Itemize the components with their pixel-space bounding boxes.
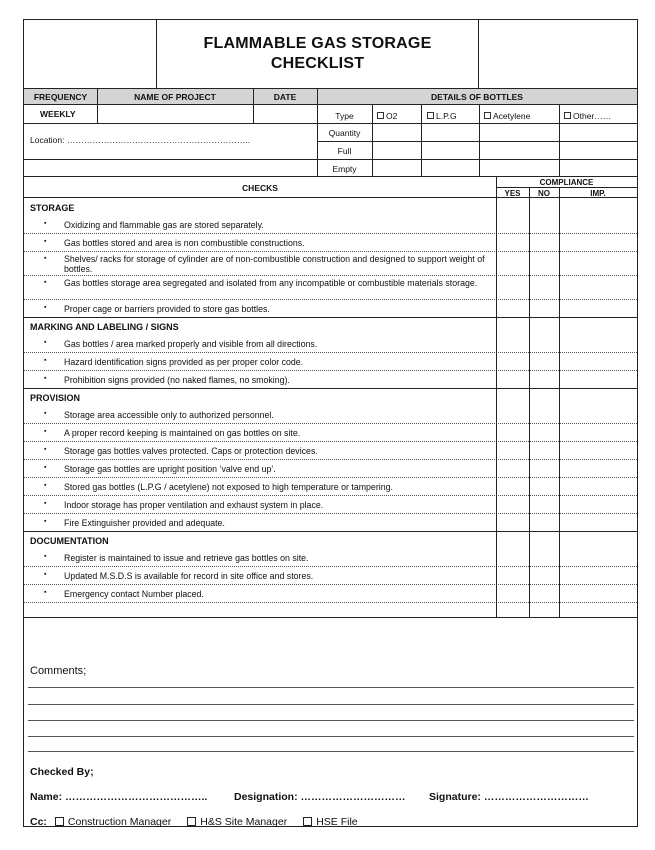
no-header: NO [538, 188, 550, 198]
comment-line[interactable] [28, 736, 634, 737]
check-item-text: Prohibition signs provided (no naked flames, no smoking). [64, 375, 290, 385]
compliance-yes-cell[interactable] [496, 460, 529, 478]
bullet-icon: ▪ [44, 518, 47, 525]
check-row [24, 424, 637, 442]
bullet-icon: ▪ [44, 500, 47, 507]
check-row [24, 585, 637, 603]
compliance-imp-cell[interactable] [559, 567, 637, 585]
cc-construction-manager: Construction Manager [67, 816, 172, 828]
cc-label: Cc: [30, 816, 47, 828]
compliance-no-cell[interactable] [529, 234, 559, 252]
section-title: STORAGE [30, 203, 75, 213]
bullet-icon: ▪ [44, 464, 47, 471]
check-item-text: Hazard identification signs provided as per proper color code. [64, 357, 304, 367]
compliance-imp-cell[interactable] [559, 585, 637, 603]
bullet-icon: ▪ [44, 446, 47, 453]
compliance-no-cell[interactable] [529, 460, 559, 478]
type-other[interactable]: Other…… [564, 107, 611, 124]
checked-by-label: Checked By; [30, 766, 94, 778]
section-header [24, 318, 637, 335]
compliance-yes-cell[interactable] [496, 406, 529, 424]
bottle-quantity-label: Quantity [328, 128, 361, 138]
compliance-imp-cell[interactable] [559, 406, 637, 424]
bullet-icon: ▪ [44, 255, 47, 262]
type-o2[interactable]: O2 [377, 107, 397, 124]
check-row [24, 371, 637, 389]
compliance-no-cell[interactable] [529, 442, 559, 460]
compliance-imp-cell[interactable] [559, 216, 637, 234]
compliance-no-cell[interactable] [529, 478, 559, 496]
check-row [24, 496, 637, 514]
check-item-text: Gas bottles stored and area is non combustible constructions. [64, 238, 305, 248]
type-acetylene[interactable]: Acetylene [484, 107, 530, 124]
compliance-yes-cell[interactable] [496, 424, 529, 442]
check-item-text: Shelves/ racks for storage of cylinder are of non-combustible construction and designed to support weight of bottles. [64, 254, 485, 274]
table-header [24, 176, 637, 198]
check-item-text: A proper record keeping is maintained on gas bottles on site. [64, 428, 301, 438]
comment-line[interactable] [28, 720, 634, 721]
check-row [24, 216, 637, 234]
check-row [24, 478, 637, 496]
bullet-icon: ▪ [44, 304, 47, 311]
compliance-imp-cell[interactable] [559, 234, 637, 252]
compliance-imp-cell[interactable] [559, 252, 637, 276]
compliance-yes-cell[interactable] [496, 300, 529, 318]
compliance-yes-cell[interactable] [496, 478, 529, 496]
compliance-imp-cell[interactable] [559, 442, 637, 460]
title-line-1: FLAMMABLE GAS STORAGE [203, 35, 432, 52]
compliance-yes-cell[interactable] [496, 585, 529, 603]
checkbox-icon[interactable] [427, 112, 434, 119]
compliance-imp-cell[interactable] [559, 353, 637, 371]
compliance-no-cell[interactable] [529, 514, 559, 532]
comment-line[interactable] [28, 751, 634, 752]
compliance-no-cell[interactable] [529, 424, 559, 442]
cc-hs-site-manager: H&S Site Manager [200, 816, 288, 828]
bottle-empty-label: Empty [332, 163, 357, 174]
bottle-full-label: Full [337, 146, 352, 156]
signature-field[interactable]: Signature: ………………………… [429, 791, 589, 803]
project-header: NAME OF PROJECT [97, 89, 253, 105]
check-item-text: Proper cage or barriers provided to store gas bottles. [64, 304, 270, 314]
checkbox-icon[interactable] [303, 817, 312, 826]
check-item-text: Oxidizing and flammable gas are stored separately. [64, 220, 264, 230]
bullet-icon: ▪ [44, 553, 47, 560]
section-header [24, 532, 637, 549]
compliance-no-cell[interactable] [529, 567, 559, 585]
bullet-icon: ▪ [44, 339, 47, 346]
checkbox-icon[interactable] [484, 112, 491, 119]
check-item-text: Indoor storage has proper ventilation and exhaust system in place. [64, 500, 324, 510]
checkbox-icon[interactable] [377, 112, 384, 119]
compliance-yes-cell[interactable] [496, 442, 529, 460]
section-header [24, 199, 637, 216]
check-item-text: Gas bottles storage area segregated and isolated from any incompatible or combustible materials storage. [64, 278, 478, 288]
check-row [24, 335, 637, 353]
compliance-no-cell[interactable] [529, 549, 559, 567]
page-title [157, 20, 479, 88]
checks-header: CHECKS [242, 182, 278, 193]
compliance-imp-cell[interactable] [559, 549, 637, 567]
compliance-imp-cell[interactable] [559, 371, 637, 389]
compliance-imp-cell[interactable] [559, 335, 637, 353]
yes-header: YES [504, 188, 521, 198]
compliance-no-cell[interactable] [529, 585, 559, 603]
imp-header: IMP. [590, 188, 606, 198]
compliance-imp-cell[interactable] [559, 276, 637, 300]
compliance-header: COMPLIANCE [539, 177, 594, 187]
bullet-icon: ▪ [44, 375, 47, 382]
bullet-icon: ▪ [44, 482, 47, 489]
location-field[interactable]: Location: ……………………………………………………….. [30, 135, 251, 145]
compliance-yes-cell[interactable] [496, 252, 529, 276]
bottle-type-label: Type [335, 110, 354, 121]
bullet-icon: ▪ [44, 589, 47, 596]
frequency-value: WEEKLY [40, 108, 76, 119]
check-item-text: Storage area accessible only to authorized personnel. [64, 410, 274, 420]
check-item-text: Stored gas bottles (L.P.G / acetylene) not exposed to high temperature or tampering. [64, 482, 393, 492]
bullet-icon: ▪ [44, 410, 47, 417]
section-title: MARKING AND LABELING / SIGNS [30, 322, 179, 332]
bottles-header: DETAILS OF BOTTLES [317, 89, 637, 105]
compliance-no-cell[interactable] [529, 252, 559, 276]
compliance-no-cell[interactable] [529, 276, 559, 300]
compliance-imp-cell[interactable] [559, 460, 637, 478]
check-row [24, 460, 637, 478]
checkbox-icon[interactable] [55, 817, 64, 826]
title-line-2: CHECKLIST [270, 55, 365, 72]
bullet-icon: ▪ [44, 428, 47, 435]
compliance-yes-cell[interactable] [496, 514, 529, 532]
check-item-text: Register is maintained to issue and retrieve gas bottles on site. [64, 553, 309, 563]
check-row [24, 442, 637, 460]
checkbox-icon[interactable] [564, 112, 571, 119]
check-item-text: Fire Extinguisher provided and adequate. [64, 518, 225, 528]
check-row [24, 300, 637, 318]
checklist-sheet [23, 19, 638, 827]
compliance-no-cell[interactable] [529, 371, 559, 389]
compliance-yes-cell[interactable] [496, 216, 529, 234]
check-row [24, 252, 637, 276]
compliance-no-cell[interactable] [529, 406, 559, 424]
compliance-yes-cell[interactable] [496, 353, 529, 371]
compliance-yes-cell[interactable] [496, 276, 529, 300]
compliance-yes-cell[interactable] [496, 567, 529, 585]
compliance-imp-cell[interactable] [559, 424, 637, 442]
type-lpg[interactable]: L.P.G [427, 107, 457, 124]
date-header: DATE [253, 89, 317, 105]
compliance-imp-cell[interactable] [559, 300, 637, 318]
check-item-text: Gas bottles / area marked properly and visible from all directions. [64, 339, 318, 349]
comments-label: Comments; [30, 665, 87, 677]
name-field[interactable]: Name: ………………………………….. [30, 791, 208, 803]
check-item-text: Emergency contact Number placed. [64, 589, 204, 599]
section-header [24, 389, 637, 406]
compliance-yes-cell[interactable] [496, 371, 529, 389]
compliance-imp-cell[interactable] [559, 514, 637, 532]
designation-field[interactable]: Designation: ………………………… [234, 791, 406, 803]
compliance-yes-cell[interactable] [496, 335, 529, 353]
compliance-imp-cell[interactable] [559, 496, 637, 514]
compliance-no-cell[interactable] [529, 300, 559, 318]
cc-row [30, 816, 358, 828]
compliance-no-cell[interactable] [529, 496, 559, 514]
check-item-text: Updated M.S.D.S is available for record in site office and stores. [64, 571, 314, 581]
compliance-no-cell[interactable] [529, 353, 559, 371]
check-row [24, 276, 637, 300]
header [24, 20, 637, 89]
bullet-icon: ▪ [44, 238, 47, 245]
check-item-text: Storage gas bottles valves protected. Caps or protection devices. [64, 446, 318, 456]
project-info [24, 89, 637, 176]
check-row [24, 549, 637, 567]
section-title: PROVISION [30, 393, 81, 403]
bullet-icon: ▪ [44, 279, 47, 286]
bullet-icon: ▪ [44, 220, 47, 227]
compliance-yes-cell[interactable] [496, 496, 529, 514]
check-row [24, 567, 637, 585]
check-row [24, 406, 637, 424]
compliance-imp-cell[interactable] [559, 478, 637, 496]
comment-line[interactable] [28, 687, 634, 688]
bullet-icon: ▪ [44, 571, 47, 578]
check-row [24, 514, 637, 532]
check-item-text: Storage gas bottles are upright position ‘valve end up’. [64, 464, 276, 474]
compliance-no-cell[interactable] [529, 216, 559, 234]
bullet-icon: ▪ [44, 357, 47, 364]
cc-hse-file: HSE File [316, 816, 358, 828]
compliance-yes-cell[interactable] [496, 549, 529, 567]
section-title: DOCUMENTATION [30, 536, 109, 546]
checkbox-icon[interactable] [187, 817, 196, 826]
frequency-header: FREQUENCY [24, 89, 97, 105]
check-row [24, 353, 637, 371]
check-row [24, 234, 637, 252]
logo-area [24, 20, 157, 88]
comment-line[interactable] [28, 704, 634, 705]
compliance-no-cell[interactable] [529, 335, 559, 353]
compliance-yes-cell[interactable] [496, 234, 529, 252]
